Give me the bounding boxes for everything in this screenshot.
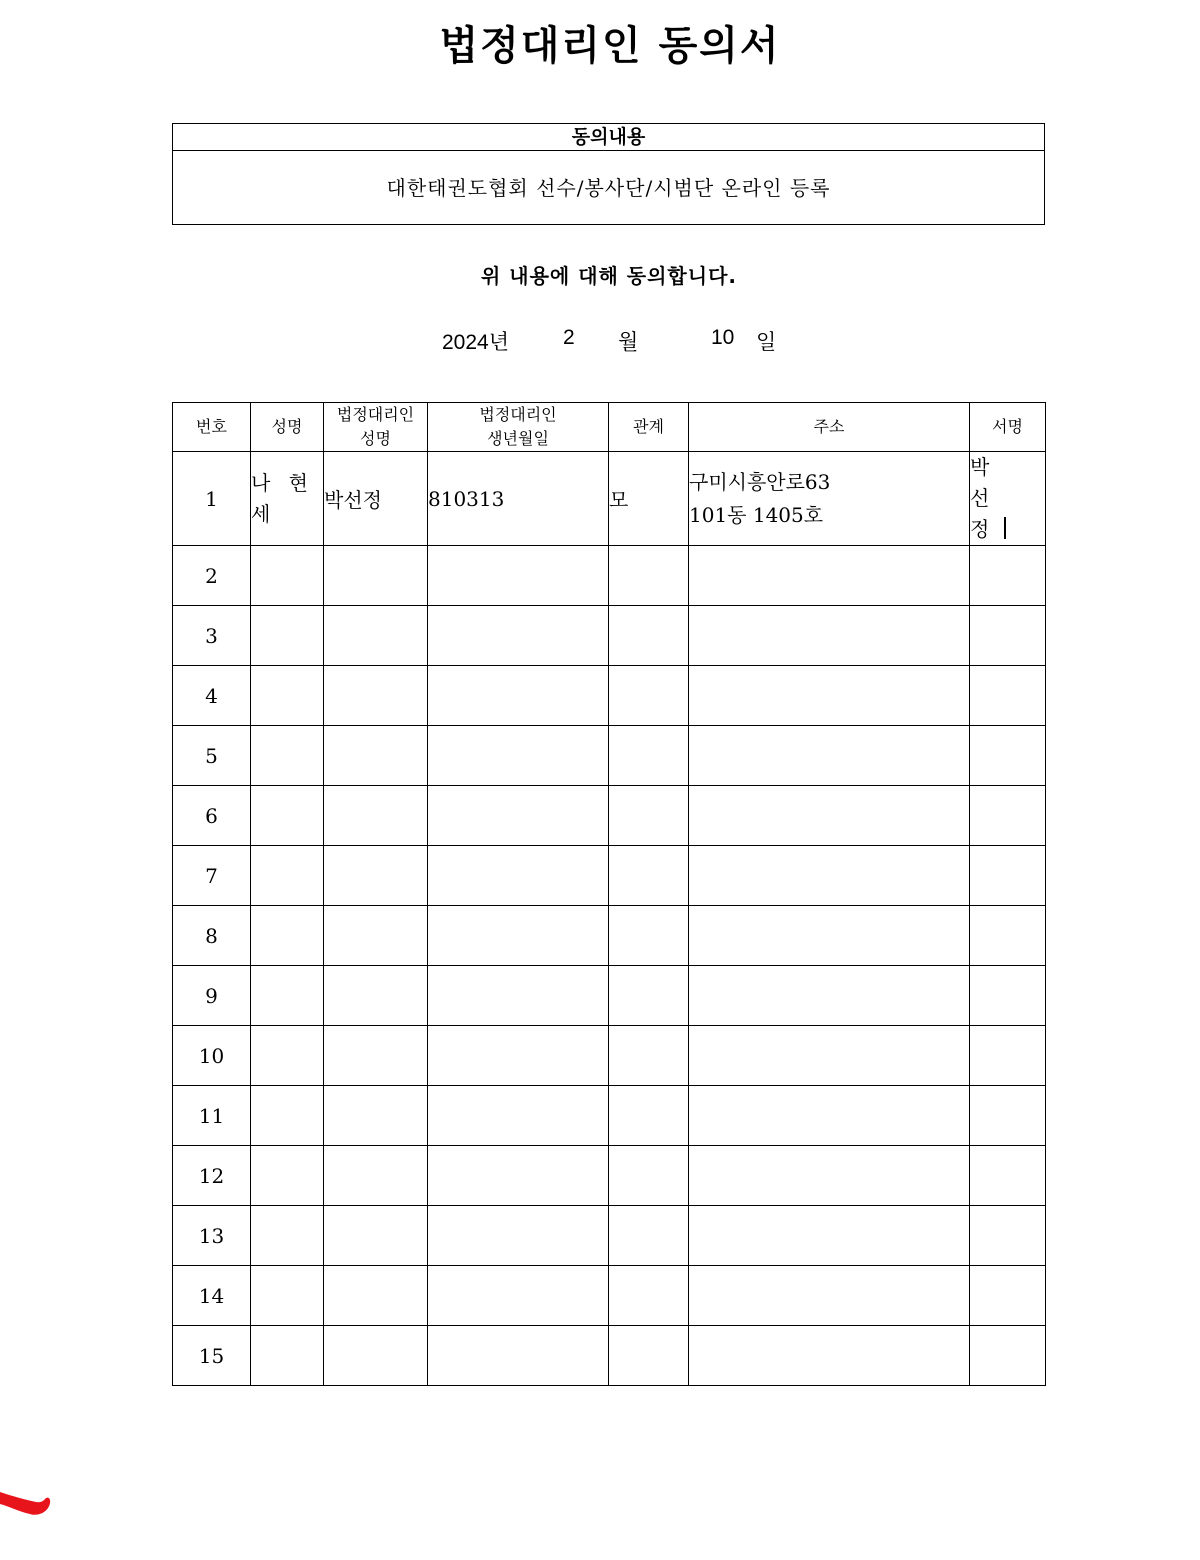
cell-signature[interactable] <box>970 1326 1046 1386</box>
cell-name[interactable] <box>251 1146 324 1206</box>
red-pen-mark <box>0 1470 60 1530</box>
cell-name[interactable] <box>251 606 324 666</box>
cell-relation[interactable] <box>609 786 689 846</box>
date-day-unit: 일 <box>756 331 777 354</box>
table-row <box>173 726 1046 786</box>
header-guardian-name-line2: 성명 <box>360 429 391 448</box>
header-guardian-birth-line1: 법정대리인 <box>479 405 557 424</box>
cell-guardian-birth[interactable] <box>428 906 609 966</box>
cell-guardian-name[interactable] <box>324 666 428 726</box>
header-guardian-name-line1: 법정대리인 <box>336 405 415 424</box>
cell-name[interactable] <box>251 1326 324 1386</box>
cell-signature[interactable] <box>970 606 1046 666</box>
cell-no: 8 <box>173 906 251 966</box>
cell-address[interactable] <box>689 726 970 786</box>
cell-name[interactable] <box>251 906 324 966</box>
cell-no: 4 <box>173 666 251 726</box>
table-row <box>173 1206 1046 1266</box>
cell-signature[interactable] <box>970 1026 1046 1086</box>
cell-name[interactable] <box>251 966 324 1026</box>
cell-no: 12 <box>173 1146 251 1206</box>
cell-name[interactable] <box>251 452 324 546</box>
cell-no: 14 <box>173 1266 251 1326</box>
cell-address[interactable] <box>689 846 970 906</box>
cell-signature-line1: 박 선 <box>970 455 1004 510</box>
cell-guardian-birth[interactable] <box>428 606 609 666</box>
header-signature: 서명 <box>970 403 1046 452</box>
cell-guardian-birth[interactable] <box>428 726 609 786</box>
cell-relation[interactable] <box>609 1026 689 1086</box>
cell-guardian-birth[interactable] <box>428 1206 609 1266</box>
cell-relation[interactable] <box>609 1266 689 1326</box>
cell-no: 3 <box>173 606 251 666</box>
cell-name[interactable] <box>251 846 324 906</box>
date-month-unit: 월 <box>618 331 639 354</box>
cell-address[interactable] <box>689 1206 970 1266</box>
cell-guardian-name[interactable] <box>324 786 428 846</box>
table-header-row <box>173 403 1046 452</box>
cell-guardian-name[interactable] <box>324 1026 428 1086</box>
table-row <box>173 452 1046 546</box>
agreement-statement: 위 내용에 대해 동의합니다. <box>480 264 737 288</box>
cell-relation[interactable] <box>609 1146 689 1206</box>
cell-guardian-birth[interactable] <box>428 666 609 726</box>
cell-signature[interactable] <box>970 1086 1046 1146</box>
cell-guardian-birth[interactable] <box>428 1026 609 1086</box>
text-cursor <box>1004 517 1006 539</box>
cell-signature[interactable] <box>970 1266 1046 1326</box>
cell-guardian-birth[interactable] <box>428 1326 609 1386</box>
cell-address[interactable] <box>689 1026 970 1086</box>
cell-name[interactable] <box>251 786 324 846</box>
cell-guardian-birth[interactable] <box>428 786 609 846</box>
cell-name[interactable] <box>251 1086 324 1146</box>
cell-relation[interactable] <box>609 1206 689 1266</box>
cell-guardian-name[interactable] <box>324 726 428 786</box>
cell-signature[interactable] <box>970 786 1046 846</box>
cell-relation[interactable]: 모 <box>609 452 689 546</box>
cell-no: 1 <box>173 452 251 546</box>
cell-guardian-name[interactable] <box>324 1326 428 1386</box>
header-guardian-birth <box>428 403 609 452</box>
cell-relation[interactable] <box>609 1086 689 1146</box>
cell-signature[interactable] <box>970 1206 1046 1266</box>
cell-signature-line2 <box>970 514 1045 545</box>
table-row <box>173 1086 1046 1146</box>
cell-guardian-name[interactable] <box>324 846 428 906</box>
table-row <box>173 786 1046 846</box>
cell-signature[interactable] <box>970 966 1046 1026</box>
cell-signature[interactable] <box>970 666 1046 726</box>
cell-relation[interactable] <box>609 966 689 1026</box>
cell-address[interactable] <box>689 1146 970 1206</box>
header-address: 주소 <box>689 403 970 452</box>
cell-no: 15 <box>173 1326 251 1386</box>
table-row <box>173 546 1046 606</box>
cell-no: 10 <box>173 1026 251 1086</box>
cell-relation[interactable] <box>609 846 689 906</box>
cell-address[interactable] <box>689 452 970 546</box>
cell-guardian-name[interactable] <box>324 1146 428 1206</box>
cell-name-line2: 세 <box>251 501 277 526</box>
cell-name[interactable] <box>251 666 324 726</box>
cell-name-line1: 나 현 <box>251 470 314 495</box>
cell-relation[interactable] <box>609 666 689 726</box>
cell-relation[interactable] <box>609 1326 689 1386</box>
header-guardian-birth-line2: 생년월일 <box>487 429 549 448</box>
cell-name[interactable] <box>251 1206 324 1266</box>
document-title: 법정대리인 동의서 <box>439 23 781 69</box>
cell-address-line2: 101동 1405호 <box>689 502 824 527</box>
cell-address[interactable] <box>689 606 970 666</box>
date-year: 2024년 <box>442 331 510 354</box>
table-row <box>173 1026 1046 1086</box>
cell-relation[interactable] <box>609 546 689 606</box>
cell-relation[interactable] <box>609 906 689 966</box>
cell-relation[interactable] <box>609 606 689 666</box>
table-row <box>173 666 1046 726</box>
table-row <box>173 906 1046 966</box>
cell-signature[interactable] <box>970 1146 1046 1206</box>
cell-signature-line2-text: 정 <box>970 517 1004 541</box>
cell-name[interactable] <box>251 1026 324 1086</box>
cell-guardian-name[interactable] <box>324 1266 428 1326</box>
cell-signature[interactable] <box>970 452 1046 546</box>
cell-guardian-name[interactable] <box>324 606 428 666</box>
cell-name[interactable] <box>251 726 324 786</box>
cell-no: 6 <box>173 786 251 846</box>
cell-guardian-name[interactable] <box>324 1086 428 1146</box>
header-name: 성명 <box>251 403 324 452</box>
cell-no: 11 <box>173 1086 251 1146</box>
cell-no: 2 <box>173 546 251 606</box>
cell-signature[interactable] <box>970 546 1046 606</box>
cell-guardian-birth[interactable] <box>428 846 609 906</box>
cell-address[interactable] <box>689 906 970 966</box>
table-row <box>173 1266 1046 1326</box>
date-month: 2 <box>563 326 575 349</box>
date-line <box>0 326 1200 356</box>
cell-address[interactable] <box>689 546 970 606</box>
cell-address-line1: 구미시흥안로63 <box>689 469 831 494</box>
cell-address[interactable] <box>689 666 970 726</box>
cell-address[interactable] <box>689 1326 970 1386</box>
cell-guardian-name[interactable] <box>324 546 428 606</box>
cell-signature[interactable] <box>970 906 1046 966</box>
cell-guardian-birth[interactable] <box>428 1086 609 1146</box>
table-row <box>173 846 1046 906</box>
cell-address[interactable] <box>689 1266 970 1326</box>
header-guardian-name <box>324 403 428 452</box>
cell-no: 7 <box>173 846 251 906</box>
table-row <box>173 966 1046 1026</box>
cell-guardian-birth[interactable] <box>428 966 609 1026</box>
cell-no: 5 <box>173 726 251 786</box>
cell-guardian-name[interactable] <box>324 966 428 1026</box>
cell-guardian-birth[interactable]: 810313 <box>428 452 609 546</box>
cell-address[interactable] <box>689 786 970 846</box>
cell-no: 9 <box>173 966 251 1026</box>
cell-guardian-name[interactable] <box>324 906 428 966</box>
cell-signature[interactable] <box>970 846 1046 906</box>
table-row <box>173 606 1046 666</box>
cell-guardian-birth[interactable] <box>428 1146 609 1206</box>
consent-content-box <box>172 123 1045 225</box>
cell-signature[interactable] <box>970 726 1046 786</box>
cell-name[interactable] <box>251 1266 324 1326</box>
table-row <box>173 1146 1046 1206</box>
cell-guardian-name[interactable] <box>324 1206 428 1266</box>
cell-guardian-birth[interactable] <box>428 546 609 606</box>
table-row <box>173 1326 1046 1386</box>
header-relation: 관계 <box>609 403 689 452</box>
consent-content-header: 동의내용 <box>173 124 1044 151</box>
cell-name[interactable] <box>251 546 324 606</box>
header-no: 번호 <box>173 403 251 452</box>
cell-no: 13 <box>173 1206 251 1266</box>
consent-content-body: 대한태권도협회 선수/봉사단/시범단 온라인 등록 <box>386 176 831 200</box>
cell-guardian-name[interactable]: 박선정 <box>324 452 428 546</box>
cell-guardian-birth[interactable] <box>428 1266 609 1326</box>
cell-address[interactable] <box>689 1086 970 1146</box>
date-day: 10 <box>711 326 735 349</box>
cell-address[interactable] <box>689 966 970 1026</box>
guardian-table <box>172 402 1046 1386</box>
cell-relation[interactable] <box>609 726 689 786</box>
